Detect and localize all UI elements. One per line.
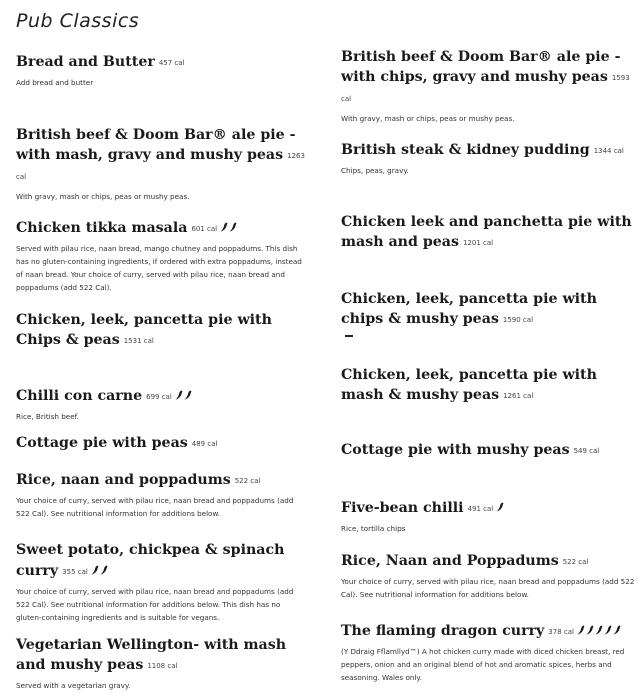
item-calories: 378 cal — [548, 628, 574, 636]
chilli-rating — [496, 499, 505, 515]
menu-item[interactable] — [341, 440, 636, 461]
chilli-icon — [184, 386, 192, 396]
item-calories: 699 cal — [146, 393, 172, 401]
item-name: Sweet potato, chickpea & spinach curry 355 cal — [16, 542, 285, 579]
item-description: Your choice of curry, served with pilau rice, naan bread and poppadums (add 522 Cal). See nutritional information for additions below. — [16, 496, 294, 518]
item-name: Chicken, leek, pancetta pie with chips & mushy peas 1590 cal — [341, 291, 597, 327]
menu-item[interactable] — [16, 433, 306, 454]
item-description: Add bread and butter — [16, 78, 94, 87]
menu-item[interactable] — [16, 540, 306, 624]
item-name: Cottage pie with mushy peas 549 cal — [341, 442, 600, 458]
item-description: Your choice of curry, served with pilau rice, naan bread and poppadums (add 522 Cal). See nutritional information for additions below. — [341, 577, 635, 599]
menu-item[interactable] — [16, 470, 306, 520]
item-calories: 1531 cal — [123, 337, 154, 345]
item-calories: 1593 cal — [341, 74, 630, 103]
menu-item[interactable] — [341, 497, 636, 535]
menu-item[interactable] — [341, 620, 636, 684]
item-calories: 1108 cal — [147, 662, 178, 670]
item-calories: 522 cal — [234, 477, 261, 485]
item-calories: 522 cal — [562, 558, 589, 566]
chilli-rating — [175, 387, 193, 403]
item-description: Chips, peas, gravy. — [341, 166, 409, 175]
menu-item[interactable] — [16, 385, 306, 423]
item-calories: 491 cal — [467, 505, 494, 513]
item-name: Chicken, leek, pancetta pie with mash & mushy peas 1261 cal — [341, 367, 597, 403]
item-description: Rice, British beef. — [16, 412, 79, 421]
chilli-icon — [613, 621, 621, 631]
item-calories: 1261 cal — [503, 392, 534, 400]
menu-item[interactable] — [341, 289, 636, 330]
item-name: Five-bean chilli 491 cal — [341, 497, 636, 519]
item-description: With gravy, mash or chips, peas or mushy peas. — [16, 192, 190, 201]
chilli-rating — [577, 622, 622, 638]
menu-item[interactable] — [341, 551, 636, 601]
chilli-icon — [586, 621, 594, 631]
menu-item[interactable] — [341, 365, 636, 406]
item-calories: 355 cal — [62, 568, 88, 576]
item-name: The flaming dragon curry 378 cal — [341, 620, 636, 642]
chilli-icon — [604, 621, 612, 631]
menu-item[interactable] — [341, 47, 636, 125]
chilli-icon — [220, 218, 228, 228]
chilli-icon — [91, 561, 99, 571]
item-calories: 1201 cal — [462, 239, 494, 247]
item-name: Chilli con carne 699 cal — [16, 385, 306, 407]
item-calories: 601 cal — [191, 225, 218, 233]
divider-dash — [345, 335, 353, 337]
menu-item[interactable] — [16, 125, 306, 203]
item-calories: 1263 cal — [16, 152, 305, 181]
item-calories: 457 cal — [158, 59, 185, 67]
menu-item[interactable] — [341, 140, 636, 177]
item-description: Served with pilau rice, naan bread, mango chutney and poppadums. This dish has no gluten-containing ingredients, if ordered with extra poppadums, instead of naan bread. Your choice of curry, served with pilau rice, naan bread and poppadums (add 522 Cal). — [16, 244, 302, 292]
chilli-icon — [496, 498, 504, 508]
item-name: British steak & kidney pudding 1344 cal — [341, 142, 624, 158]
item-name: Chicken leek and panchetta pie with mash and peas 1201 cal — [341, 214, 632, 250]
item-description: With gravy, mash or chips, peas or mushy peas. — [341, 114, 515, 123]
item-name: Rice, Naan and Poppadums 522 cal — [341, 553, 589, 569]
item-calories: 549 cal — [573, 447, 600, 455]
chilli-icon — [100, 561, 108, 571]
chilli-rating — [220, 219, 238, 235]
chilli-icon — [577, 621, 585, 631]
item-description: Your choice of curry, served with pilau rice, naan bread and poppadums (add 522 Cal). See nutritional information for additions below. This dish has no gluten-containing ingredients and is suitable for vegans. — [16, 587, 294, 622]
item-name: Chicken tikka masala 601 cal — [16, 217, 306, 239]
item-description: Served with a vegetarian gravy. — [16, 681, 131, 690]
item-name: Chicken, leek, pancetta pie with Chips & peas 1531 cal — [16, 312, 272, 348]
chilli-icon — [229, 218, 237, 228]
item-name: Rice, naan and poppadums 522 cal — [16, 472, 261, 488]
item-name: Bread and Butter 457 cal — [16, 54, 185, 70]
item-name: British beef & Doom Bar® ale pie - with mash, gravy and mushy peas 1263 cal — [16, 127, 305, 181]
item-description: (Y Ddraig Fflamllyd™) A hot chicken curry made with diced chicken breast, red peppers, onion and an original blend of hot and aromatic spices, herbs and seasoning. Wales only. — [341, 647, 625, 682]
item-name: Cottage pie with peas 489 cal — [16, 435, 218, 451]
section-title: Pub Classics — [16, 10, 140, 32]
item-name: British beef & Doom Bar® ale pie - with chips, gravy and mushy peas 1593 cal — [341, 49, 630, 103]
chilli-icon — [595, 621, 603, 631]
item-calories: 489 cal — [191, 440, 218, 448]
item-name: Vegetarian Wellington- with mash and mushy peas 1108 cal — [16, 637, 287, 673]
chilli-rating — [91, 562, 109, 578]
menu-item[interactable] — [16, 310, 306, 351]
menu-item[interactable] — [16, 52, 306, 89]
menu-item[interactable] — [16, 217, 306, 294]
menu-item[interactable] — [341, 212, 636, 253]
item-calories: 1344 cal — [593, 147, 624, 155]
item-description: Rice, tortilla chips — [341, 524, 406, 533]
menu-item[interactable] — [16, 635, 306, 692]
item-calories: 1590 cal — [502, 316, 534, 324]
chilli-icon — [175, 386, 183, 396]
